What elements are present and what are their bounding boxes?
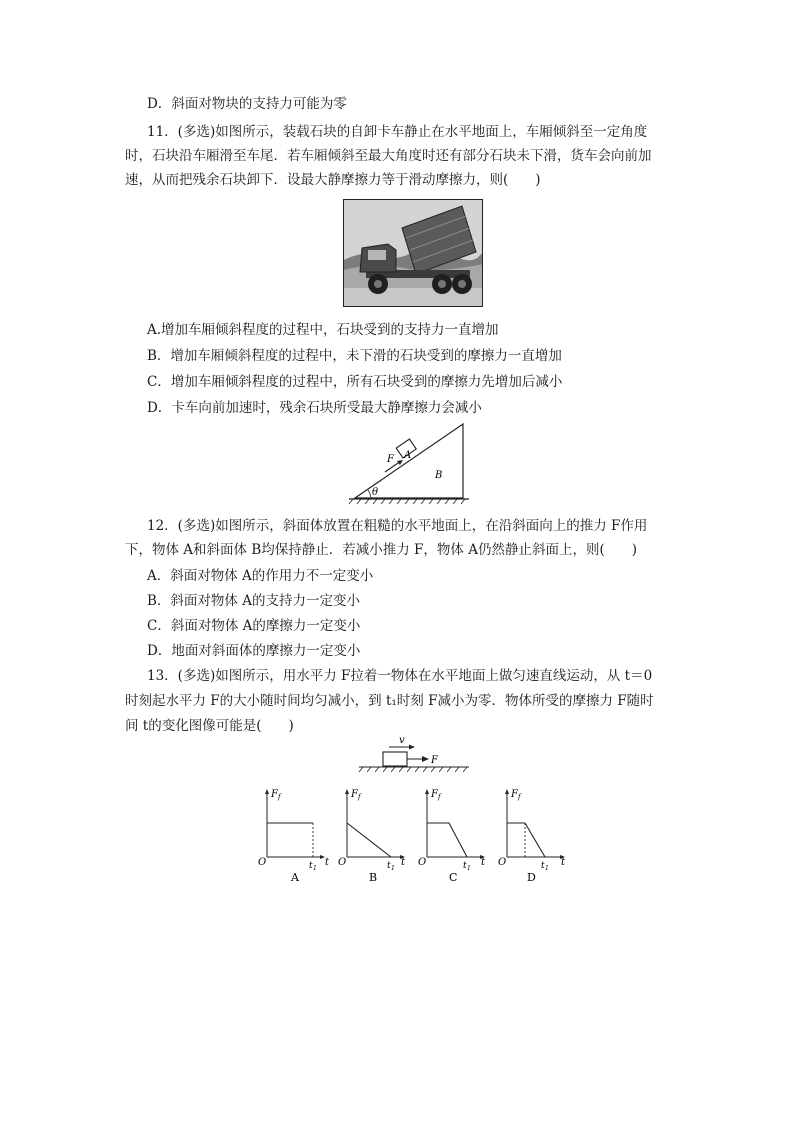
graph-d bbox=[498, 789, 566, 884]
label-b: B bbox=[435, 470, 443, 481]
graph-b-t1sub: 1 bbox=[391, 865, 395, 872]
q13-stem-line1: 13．(多选)如图所示，用水平力 F拉着一物体在水平地面上做匀速直线运动，从 t＝0 bbox=[147, 668, 653, 684]
graph-b-ylabel: F bbox=[351, 789, 358, 800]
graph-b-t1: t bbox=[387, 861, 391, 871]
q12-stem-line1: 12．(多选)如图所示，斜面体放置在粗糙的水平地面上，在沿斜面向上的推力 F作用 bbox=[147, 518, 648, 534]
label-v: v bbox=[399, 735, 405, 746]
incline-figure bbox=[345, 420, 475, 505]
graph-c-t1sub: 1 bbox=[467, 865, 471, 872]
graph-a-ylabel: F bbox=[271, 789, 278, 800]
friction-graphs bbox=[255, 785, 575, 885]
q11-option-d: D．卡车向前加速时，残余石块所受最大静摩擦力会减小 bbox=[147, 400, 482, 416]
q12-option-c: C．斜面对物体 A的摩擦力一定变小 bbox=[147, 618, 361, 634]
graph-d-t1: t bbox=[541, 861, 545, 871]
graph-a bbox=[258, 789, 330, 884]
graph-b-origin: O bbox=[338, 857, 347, 868]
dump-truck-illustration bbox=[344, 200, 483, 307]
graph-c bbox=[418, 789, 486, 884]
graph-a-caption: A bbox=[291, 871, 299, 884]
graph-d-origin: O bbox=[498, 857, 507, 868]
graph-b-xlabel: t bbox=[401, 857, 406, 868]
q10-option-d: D．斜面对物块的支持力可能为零 bbox=[147, 96, 347, 112]
graph-a-t1: t bbox=[309, 861, 313, 871]
block-ground-figure bbox=[355, 733, 475, 775]
graph-d-xlabel: t bbox=[561, 857, 566, 868]
graph-b bbox=[338, 789, 406, 884]
graph-b-caption: B bbox=[369, 871, 378, 884]
q13-stem-line2: 时刻起水平力 F的大小随时间均匀减小，到 t₁时刻 F减小为零．物体所受的摩擦力 F随时 bbox=[125, 693, 654, 709]
graph-c-xlabel: t bbox=[481, 857, 486, 868]
graph-c-t1: t bbox=[463, 861, 467, 871]
angle-arc bbox=[368, 490, 371, 498]
q13-stem-line3: 间 t的变化图像可能是( ) bbox=[125, 718, 294, 734]
graph-a-t1sub: 1 bbox=[313, 865, 317, 872]
graph-a-ysub: f bbox=[278, 793, 281, 801]
graph-b-ysub: f bbox=[358, 793, 361, 801]
label-theta: θ bbox=[372, 487, 379, 498]
graph-d-ylabel: F bbox=[511, 789, 518, 800]
q12-stem-line2: 下，物体 A和斜面体 B均保持静止．若减小推力 F，物体 A仍然静止斜面上，则( ) bbox=[125, 542, 637, 558]
graph-c-origin: O bbox=[418, 857, 427, 868]
graph-a-xlabel: t bbox=[325, 857, 330, 868]
graph-c-ysub: f bbox=[438, 793, 441, 801]
label-pull-f: F bbox=[431, 755, 438, 766]
q12-option-a: A．斜面对物体 A的作用力不一定变小 bbox=[147, 568, 374, 584]
label-a: A bbox=[404, 450, 412, 461]
q11-stem-line3: 速，从而把残余石块卸下．设最大静摩擦力等于滑动摩擦力，则( ) bbox=[125, 172, 541, 188]
q12-option-b: B．斜面对物体 A的支持力一定变小 bbox=[147, 593, 360, 609]
q11-stem-line2: 时，石块沿车厢滑至车尾．若车厢倾斜至最大角度时还有部分石块未下滑，货车会向前加 bbox=[125, 148, 652, 164]
moving-block bbox=[383, 752, 407, 766]
q11-stem-line1: 11．(多选)如图所示，装载石块的自卸卡车静止在水平地面上，车厢倾斜至一定角度 bbox=[147, 124, 648, 140]
graph-a-origin: O bbox=[258, 857, 267, 868]
graph-c-ylabel: F bbox=[431, 789, 438, 800]
label-f: F bbox=[387, 454, 394, 465]
graph-d-caption: D bbox=[527, 871, 536, 884]
q11-option-b: B．增加车厢倾斜程度的过程中，未下滑的石块受到的摩擦力一直增加 bbox=[147, 348, 562, 364]
graph-c-caption: C bbox=[449, 871, 458, 884]
graph-d-t1sub: 1 bbox=[545, 865, 549, 872]
q11-option-a: A.增加车厢倾斜程度的过程中，石块受到的支持力一直增加 bbox=[147, 322, 499, 338]
graph-d-ysub: f bbox=[518, 793, 521, 801]
q12-option-d: D．地面对斜面体的摩擦力一定变小 bbox=[147, 643, 361, 659]
dump-truck-photo bbox=[343, 199, 483, 307]
q11-option-c: C．增加车厢倾斜程度的过程中，所有石块受到的摩擦力先增加后减小 bbox=[147, 374, 563, 390]
